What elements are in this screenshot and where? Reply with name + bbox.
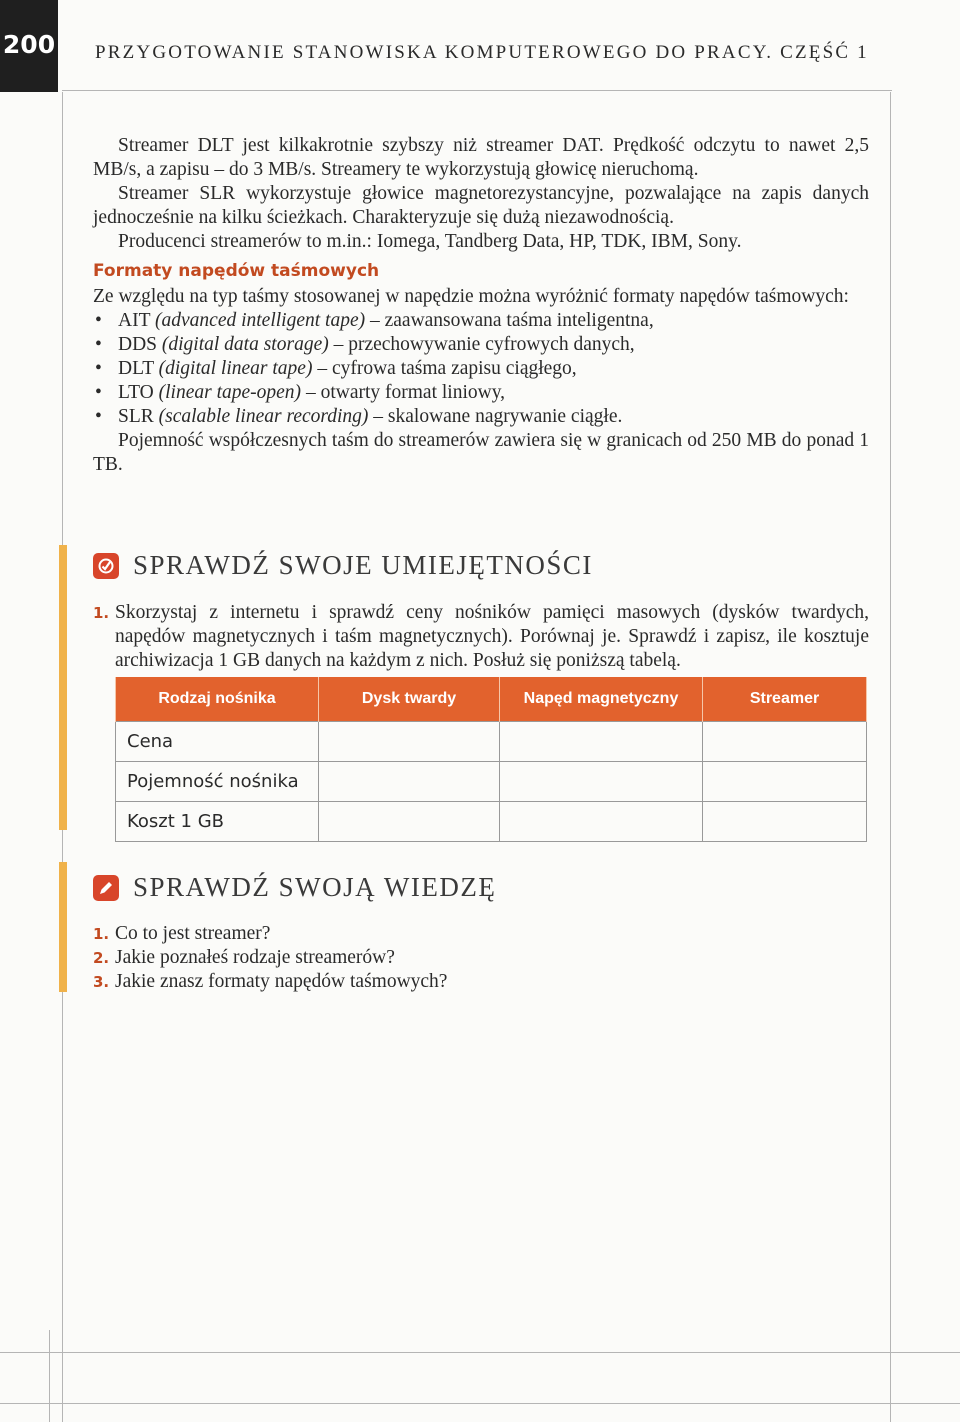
footer-rule	[0, 1352, 960, 1353]
table-header: Streamer	[703, 677, 867, 722]
table-row	[116, 722, 867, 762]
knowledge-questions	[93, 922, 869, 994]
list-item: • AIT (advanced intelligent tape) – zaawansowana taśma inteligentna,	[93, 309, 869, 333]
page-number: 200	[0, 0, 58, 92]
row-label: Cena	[116, 722, 319, 762]
skills-task-list	[93, 601, 869, 673]
table-header: Rodzaj nośnika	[116, 677, 319, 722]
paragraph-producers: Producenci streamerów to m.in.: Iomega, Tandberg Data, HP, TDK, IBM, Sony.	[118, 231, 742, 252]
questions-list	[93, 922, 869, 994]
paragraph-slr: Streamer SLR wykorzystuje głowice magnetorezystancyjne, pozwalające na zapis danych jednocześnie na kilku ścieżkach. Charakteryzuje się dużą niezawodnością.	[93, 183, 869, 228]
skills-side-bar	[59, 545, 67, 830]
list-item: 3. Jakie znasz formaty napędów taśmowych?	[93, 971, 448, 992]
skills-title: SPRAWDŹ SWOJE UMIEJĘTNOŚCI	[93, 550, 593, 581]
formats-list	[93, 309, 869, 429]
left-margin-rule-outer	[49, 1330, 50, 1422]
formats-closing: Pojemność współczesnych taśm do streamerów zawiera się w granicach od 250 MB do ponad 1 TB.	[93, 430, 869, 475]
task-text: Skorzystaj z internetu i sprawdź ceny nośników pamięci masowych (dysków twardych, napędów magnetycznych i taśm magnetycznych). Porównaj je. Sprawdź i zapisz, ile kosztuje archiwizacja 1 GB danych na każdym z nich. Posłuż się poniższą tabelą.	[115, 602, 869, 671]
table-header-row	[116, 677, 867, 722]
table-header: Dysk twardy	[319, 677, 500, 722]
right-margin-rule	[890, 92, 891, 1422]
header-rule	[62, 90, 892, 91]
clipboard-check-icon	[93, 553, 119, 579]
table-row	[116, 762, 867, 802]
table-row	[116, 802, 867, 842]
table-cell[interactable]	[703, 762, 867, 802]
row-label: Pojemność nośnika	[116, 762, 319, 802]
table-cell[interactable]	[319, 722, 500, 762]
list-item: • LTO (linear tape-open) – otwarty format liniowy,	[93, 381, 869, 405]
list-item: • SLR (scalable linear recording) – skalowane nagrywanie ciągłe.	[93, 405, 869, 429]
list-item: 2. Jakie poznałeś rodzaje streamerów?	[93, 947, 395, 968]
row-label: Koszt 1 GB	[116, 802, 319, 842]
knowledge-title: SPRAWDŹ SWOJĄ WIEDZĘ	[93, 872, 496, 903]
table-cell[interactable]	[703, 722, 867, 762]
list-item: • DLT (digital linear tape) – cyfrowa taśma zapisu ciągłego,	[93, 357, 869, 381]
formats-heading: Formaty napędów taśmowych	[93, 261, 380, 281]
paragraph-dlt: Streamer DLT jest kilkakrotnie szybszy niż streamer DAT. Prędkość odczytu to nawet 2,5 MB/s, a zapisu – do 3 MB/s. Streamery te wykorzystują głowicę nieruchomą.	[93, 135, 869, 180]
running-title: PRZYGOTOWANIE STANOWISKA KOMPUTEROWEGO DO PRACY. CZĘŚĆ 1	[95, 42, 869, 63]
knowledge-side-bar	[59, 862, 67, 992]
storage-cost-table	[115, 677, 867, 842]
table-header: Napęd magnetyczny	[500, 677, 703, 722]
pencil-icon	[93, 875, 119, 901]
task-number: 1.	[93, 604, 110, 622]
table-cell[interactable]	[500, 762, 703, 802]
table-cell[interactable]	[500, 802, 703, 842]
footer-rule-2	[0, 1403, 960, 1404]
table-cell[interactable]	[500, 722, 703, 762]
formats-lead: Ze względu na typ taśmy stosowanej w napędzie można wyróżnić formaty napędów taśmowych:	[93, 286, 849, 307]
list-item	[93, 601, 869, 673]
list-item: • DDS (digital data storage) – przechowywanie cyfrowych danych,	[93, 333, 869, 357]
table-cell[interactable]	[703, 802, 867, 842]
table-cell[interactable]	[319, 762, 500, 802]
main-text	[93, 134, 869, 477]
skills-task	[93, 601, 869, 673]
table-cell[interactable]	[319, 802, 500, 842]
list-item: 1. Co to jest streamer?	[93, 923, 271, 944]
